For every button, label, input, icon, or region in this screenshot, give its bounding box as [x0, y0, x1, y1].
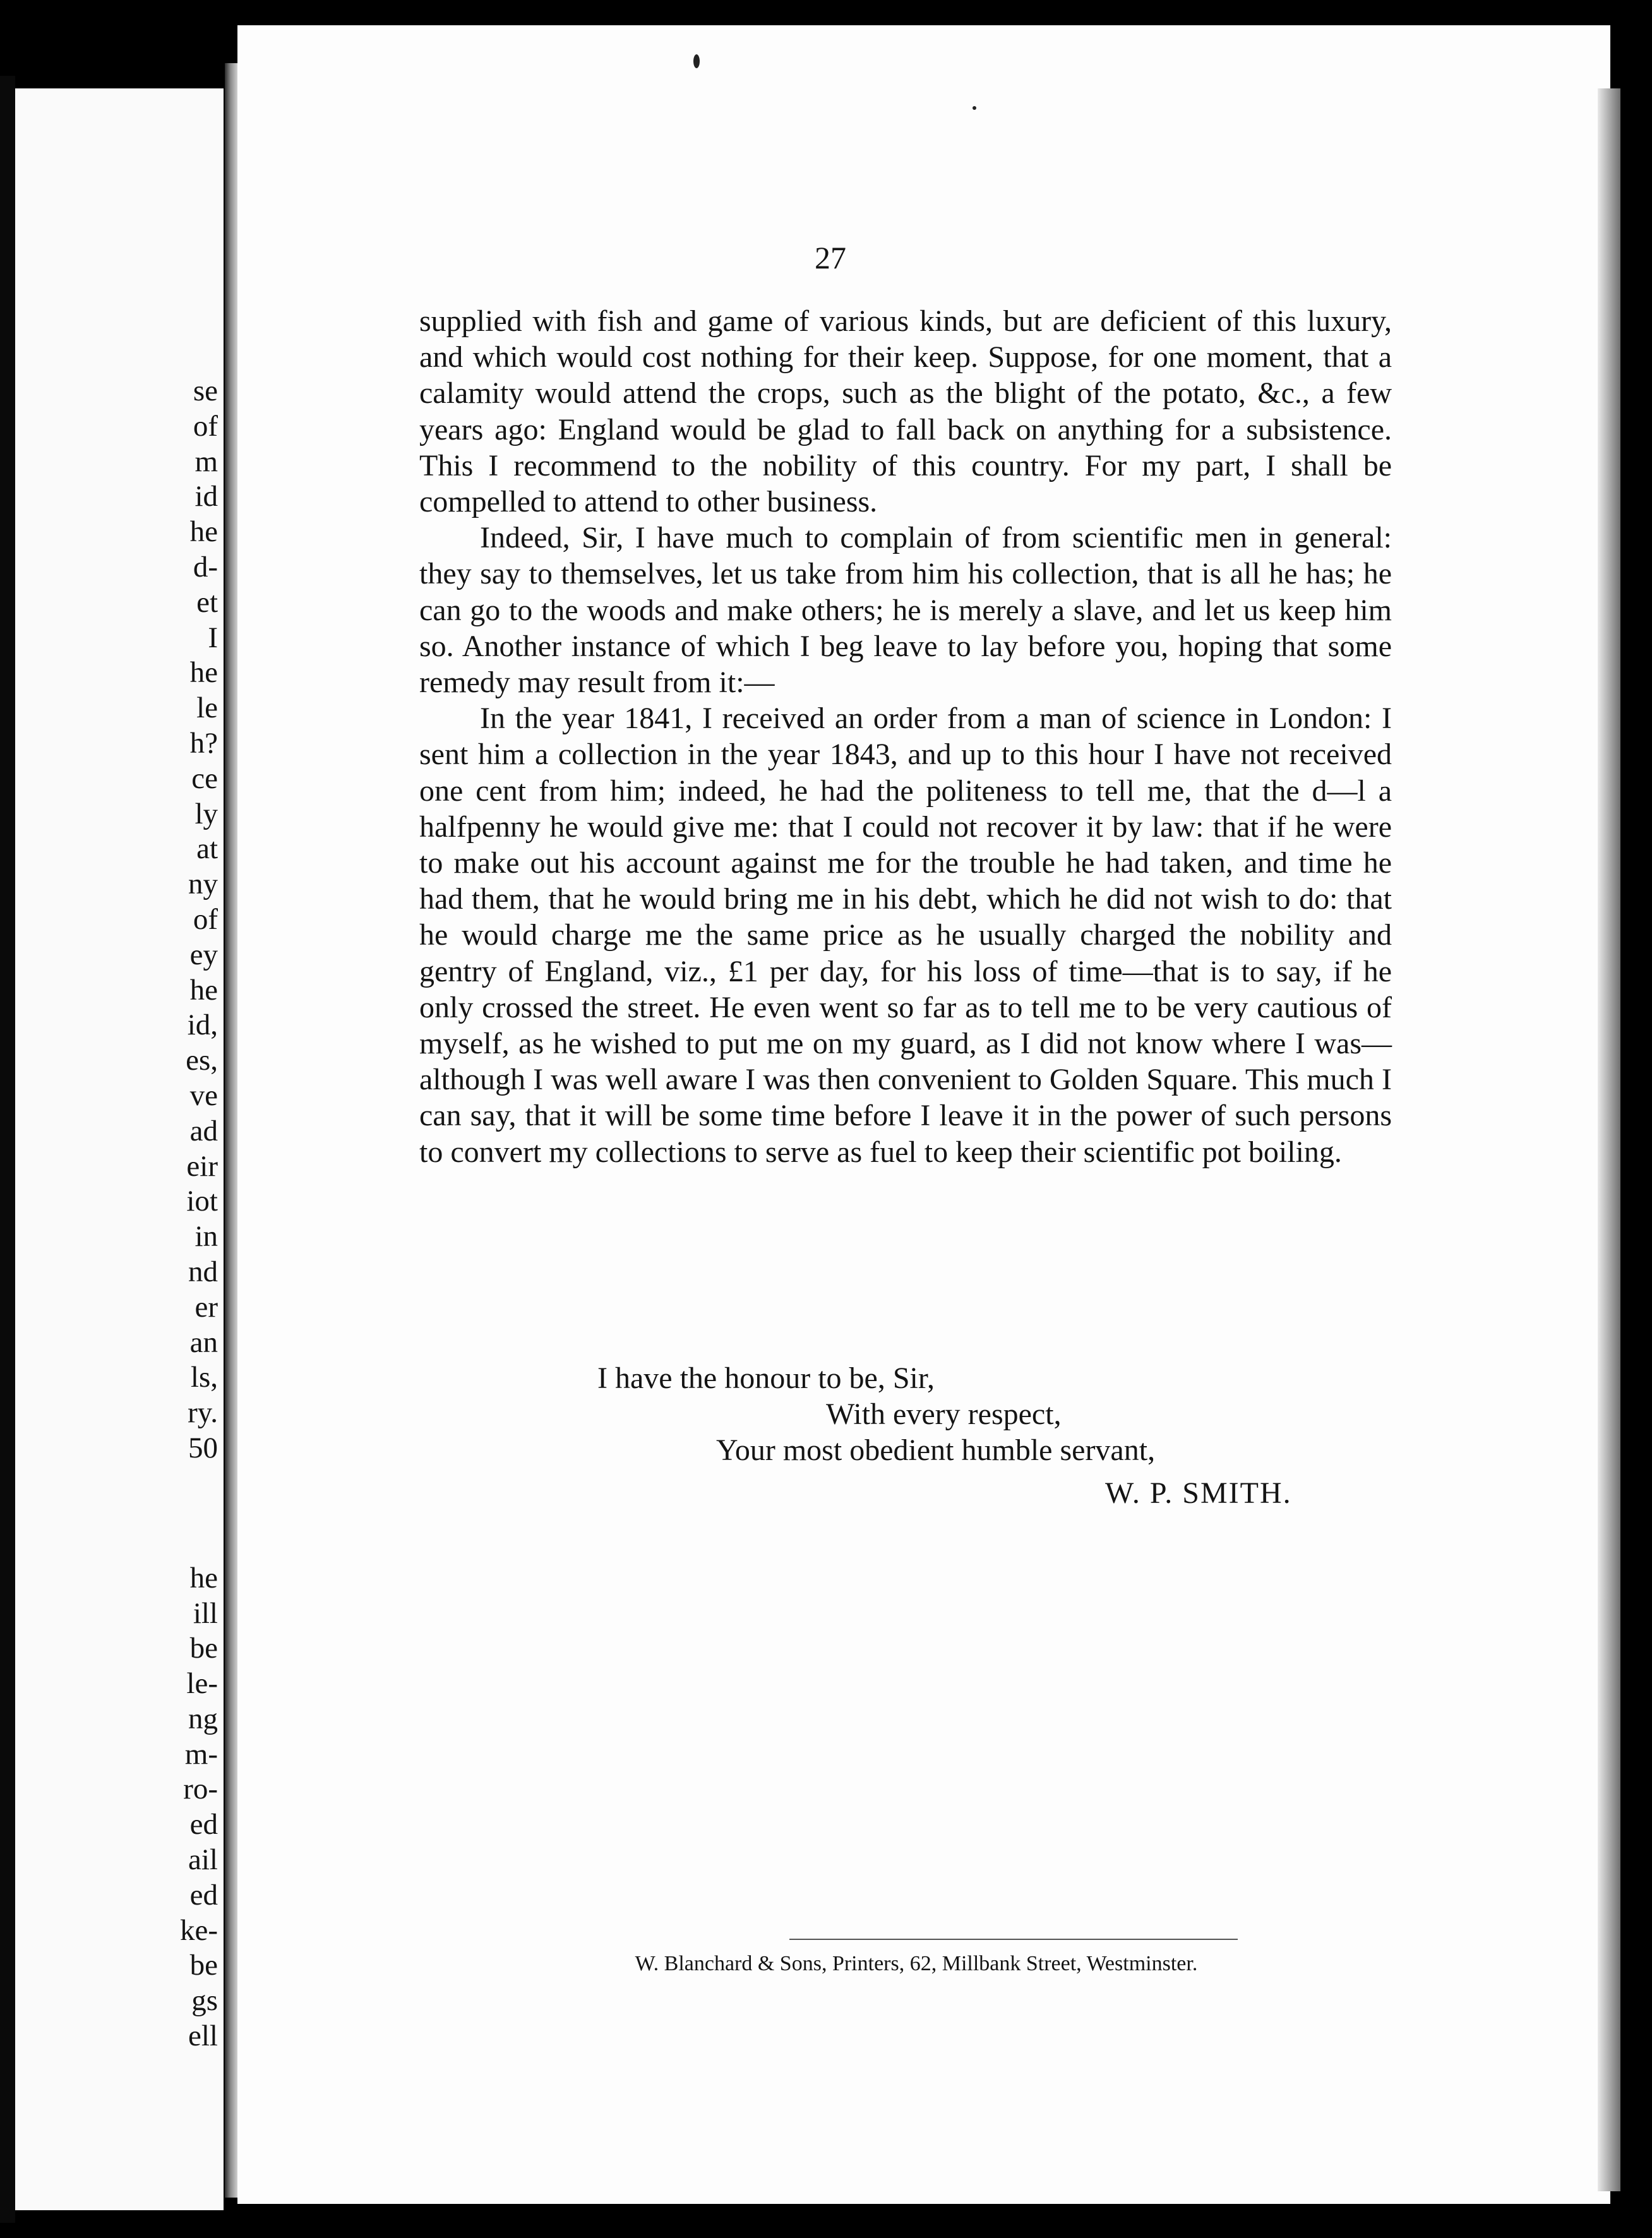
left-page-fragment: he [189, 515, 218, 549]
imprint-rule [789, 1939, 1238, 1940]
left-page-fragment: 50 [188, 1431, 218, 1464]
left-page-fragments [0, 374, 218, 2054]
left-page-fragment: er [195, 1290, 218, 1324]
left-page-fragment: gs [191, 1984, 218, 2018]
left-page-fragment: ed [189, 1808, 218, 1841]
left-page-fragment: in [195, 1220, 218, 1254]
paragraph-3: In the year 1841, I received an order from a man of science in London: I sent him a collection in the year 1843, and up to this hour I have not received one cent from him; indeed, he had the politeness to tell me, that the d—l a halfpenny he would give me: that I could not recover it by law: that if he were to make out his account against me for the trouble he had taken, and time he had them, that he would bring me in his debt, which he did not wish to do: that he would charge me the same price as he usually charged the nobility and gentry of England, viz., £1 per day, for his loss of time—that is to say, if he only crossed the street. He even went so far as to tell me to be very cautious of myself, as he wished to put me on my guard, as I did not know where I was—although I was well aware I was then convenient to Golden Square. This much I can say, that it will be some time before I leave it in the power of such persons to convert my collections to serve as fuel to keep their scientific pot boiling. [419, 702, 1392, 1169]
left-page-fragment: h? [189, 726, 218, 760]
page-number: 27 [815, 240, 846, 275]
left-page-fragment: ls, [190, 1361, 218, 1394]
left-page-fragment: nd [188, 1255, 218, 1288]
scan-border-left [0, 76, 15, 2223]
left-page-fragment: I [208, 621, 218, 654]
left-page-fragment: an [189, 1325, 218, 1359]
left-page-fragment: ro- [183, 1773, 218, 1806]
signature: W. P. SMITH. [1105, 1476, 1292, 1510]
closing-line-3: Your most obedient humble servant, [716, 1433, 1156, 1467]
left-page-fragment: ve [189, 1079, 218, 1112]
fragment-gap [0, 1466, 218, 1561]
left-page-fragment: et [196, 585, 218, 619]
closing-line-2: With every respect, [826, 1397, 1062, 1431]
left-page-fragment: ey [189, 938, 218, 971]
left-page-fragment: id, [187, 1008, 218, 1042]
left-page-fragment: ad [189, 1114, 218, 1147]
left-page-fragment: he [189, 656, 218, 690]
left-page-fragment: of [193, 902, 218, 936]
left-page-fragment: he [189, 973, 218, 1007]
printer-imprint: W. Blanchard & Sons, Printers, 62, Millbank Street, Westminster. [635, 1952, 1198, 1975]
left-page-fragment: eir [186, 1149, 218, 1183]
left-page-fragment: ce [191, 762, 218, 795]
left-page-fragment: ly [195, 797, 218, 830]
left-page-fragment: ed [189, 1878, 218, 1912]
left-page-fragment: m- [184, 1737, 218, 1771]
left-page-fragment: be [189, 1949, 218, 1982]
left-page-fragment: at [196, 832, 218, 866]
left-page-fragment: le [196, 691, 218, 725]
left-page-fragment: id [195, 480, 218, 513]
left-page-fragment: se [193, 374, 218, 407]
ink-speck [693, 54, 700, 68]
left-page-fragment: ill [193, 1596, 218, 1630]
left-page-fragment: iot [186, 1185, 218, 1218]
closing-line-1: I have the honour to be, Sir, [597, 1361, 935, 1395]
left-page-fragment: ke- [179, 1913, 218, 1947]
left-page-fragment: le- [186, 1667, 218, 1701]
paragraph-1: supplied with fish and game of various kinds, but are deficient of this luxury, and which would cost nothing for their keep. Suppose, for one moment, that a calamity would attend the crops, such as the blight of the potato, &c., a few years ago: England would be glad to fall back on anything for a subsistence. This I recommend to the nobility of this country. For my part, I shall be compelled to attend to other business. [419, 304, 1392, 519]
left-page-fragment: ry. [188, 1396, 218, 1430]
paragraph-2: Indeed, Sir, I have much to complain of from scientific men in general: they say to themselves, let us take from him his collection, that is all he has; he can go to the woods and make others; he is merely a slave, and let us keep him so. Another instance of which I beg leave to lay before you, hoping that some remedy may result from it:— [419, 521, 1392, 700]
ink-speck [973, 106, 976, 110]
left-page-fragment: of [193, 409, 218, 443]
letter-body [419, 303, 1392, 1170]
book-gutter [225, 63, 237, 2198]
left-page-fragment: es, [186, 1044, 218, 1077]
left-page-fragment: ng [188, 1702, 218, 1735]
left-page-fragment: d- [193, 550, 218, 583]
left-page-fragment: ell [188, 2020, 218, 2053]
page-edge-shadow [1598, 88, 1620, 2191]
left-page-fragment: ail [188, 1843, 218, 1877]
left-page-fragment: ny [188, 868, 218, 901]
left-page-fragment: m [195, 445, 218, 478]
left-page-fragment: he [189, 1561, 218, 1595]
left-page [0, 88, 224, 2210]
left-page-fragment: be [189, 1632, 218, 1665]
